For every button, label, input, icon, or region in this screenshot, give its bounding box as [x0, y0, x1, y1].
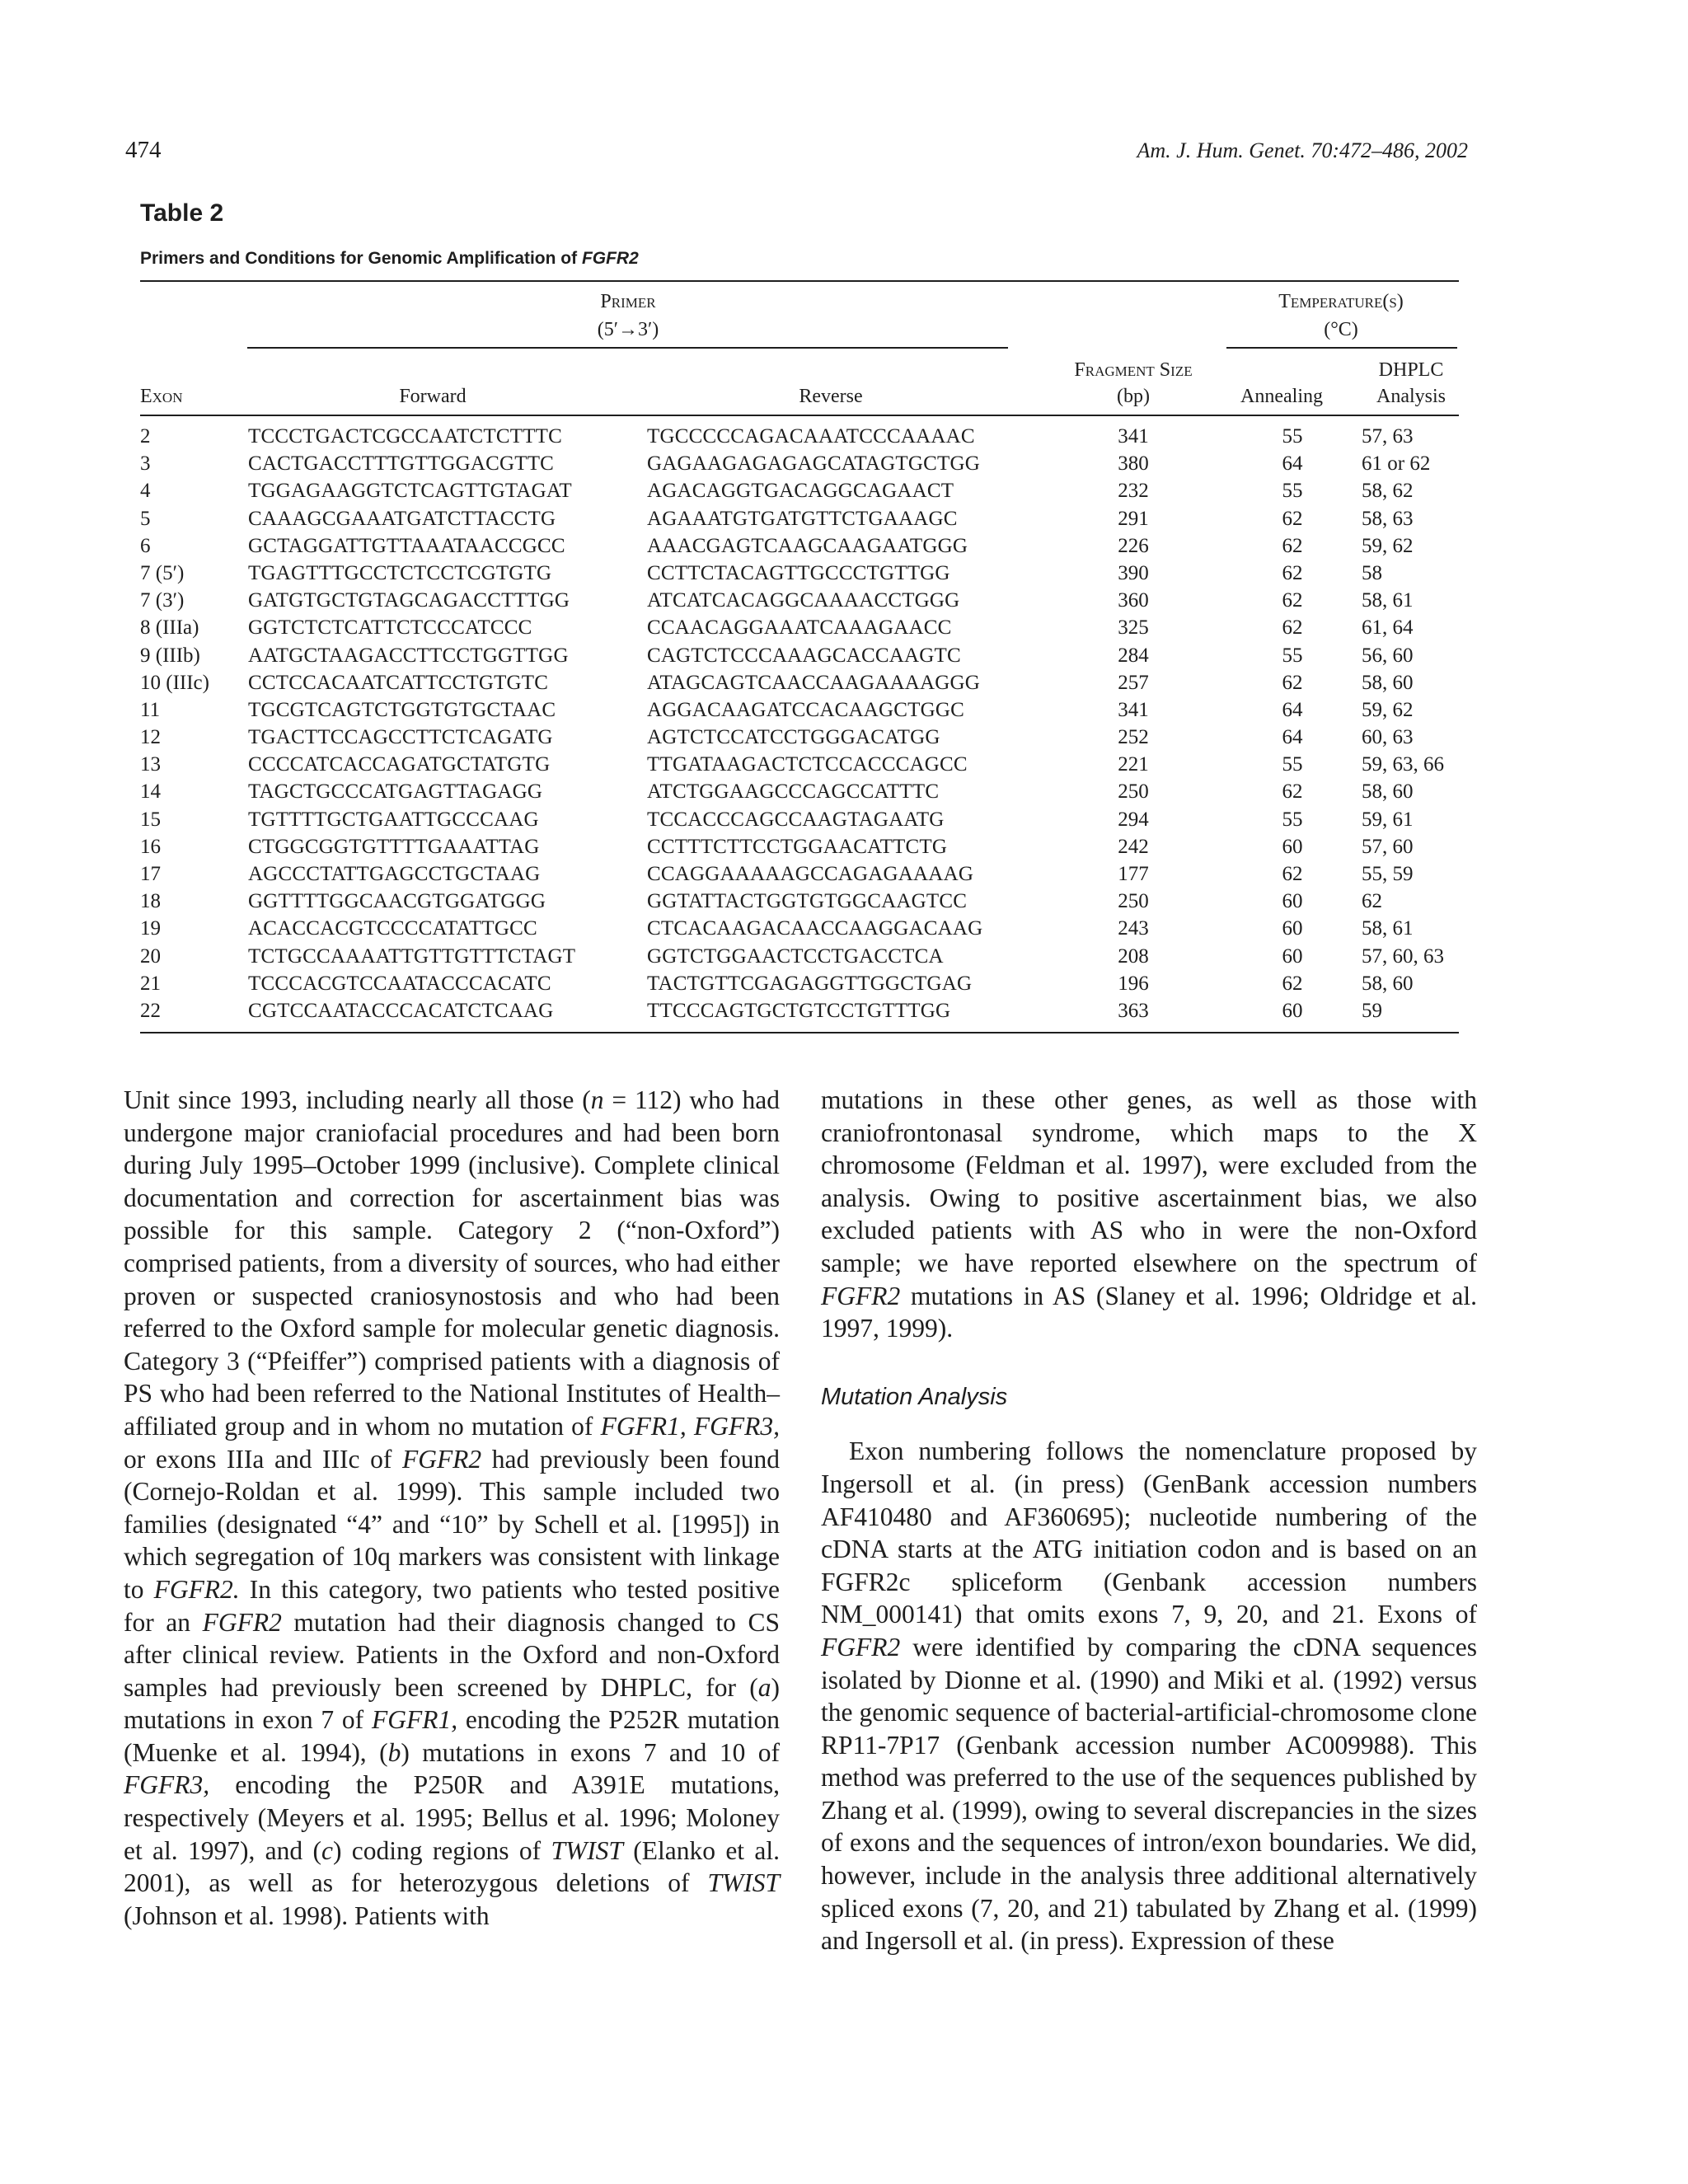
body-text: encoding the P252R mutation (Muenke et al. 1994), ( [124, 1705, 780, 1767]
dhplc-cell: 59, 62 [1362, 534, 1414, 557]
fragment-size-cell: 363 [1118, 999, 1149, 1022]
forward-primer-cell: CCCCATCACCAGATGCTATGTG [248, 753, 551, 776]
fragment-size-cell: 252 [1118, 726, 1149, 749]
table-caption [140, 249, 639, 269]
exon-cell: 8 (IIIa) [140, 616, 199, 640]
body-right-column [821, 1084, 1477, 1957]
table-row [140, 917, 1459, 944]
italic-text: n [590, 1085, 604, 1114]
exon-cell: 17 [140, 863, 161, 885]
dhplc-cell: 58, 61 [1362, 589, 1414, 612]
table-row [140, 480, 1459, 507]
annealing-cell: 60 [1282, 999, 1303, 1022]
dhplc-cell: 57, 60, 63 [1362, 944, 1444, 968]
reverse-primer-cell: AGTCTCCATCCTGGGACATGG [647, 726, 940, 749]
forward-primer-cell: TAGCTGCCCATGAGTTAGAGG [248, 780, 543, 804]
dhplc-cell: 59, 61 [1362, 808, 1414, 831]
table-row [140, 452, 1459, 480]
forward-primer-cell: TGAGTTTGCCTCTCCTCGTGTG [248, 561, 552, 584]
table-row [140, 508, 1459, 535]
table-top-rule [140, 280, 1459, 282]
fragment-size-cell: 291 [1118, 507, 1149, 530]
table-row [140, 425, 1459, 452]
reverse-primer-cell: CCTTCTACAGTTGCCCTGTTGG [647, 561, 950, 584]
table-row [140, 672, 1459, 699]
table-row [140, 699, 1459, 726]
fragment-size-cell: 390 [1118, 561, 1149, 584]
table-row [140, 753, 1459, 780]
page-number: 474 [125, 137, 162, 163]
annealing-header: Annealing [1240, 386, 1323, 407]
annealing-cell: 62 [1282, 863, 1303, 885]
exon-cell: 16 [140, 835, 161, 858]
forward-primer-cell: GATGTGCTGTAGCAGACCTTTGG [248, 589, 570, 612]
forward-primer-cell: TCTGCCAAAATTGTTGTTTCTAGT [248, 944, 576, 968]
italic-text: FGFR1, FGFR3, [600, 1411, 780, 1441]
dhplc-cell: 58, 60 [1362, 780, 1414, 804]
exon-cell: 13 [140, 753, 161, 776]
annealing-cell: 62 [1282, 561, 1303, 584]
exon-cell: 15 [140, 808, 161, 831]
italic-text: FGFR2 [821, 1632, 901, 1661]
annealing-cell: 60 [1282, 917, 1303, 940]
exon-cell: 19 [140, 917, 161, 940]
table-body [140, 425, 1459, 1027]
annealing-cell: 64 [1282, 698, 1303, 721]
fragment-size-cell: 325 [1118, 616, 1149, 640]
exon-cell: 3 [140, 452, 151, 476]
exon-cell: 20 [140, 944, 161, 968]
italic-text: FGFR3, [124, 1770, 210, 1800]
italic-text: TWIST [707, 1868, 780, 1898]
body-text: mutations in AS (Slaney et al. 1996; Oldridge et al. 1997, 1999). [821, 1281, 1477, 1343]
body-text: ) mutations in exons 7 and 10 of [401, 1737, 780, 1767]
dhplc-cell: 58, 60 [1362, 671, 1414, 694]
dhplc-cell: 58 [1362, 561, 1382, 584]
table-row [140, 589, 1459, 616]
dhplc-cell: 58, 60 [1362, 972, 1414, 995]
reverse-primer-cell: ATAGCAGTCAACCAAGAAAAGGG [647, 671, 980, 694]
reverse-primer-cell: AGACAGGTGACAGGCAGAACT [647, 480, 954, 503]
fragment-size-cell: 221 [1118, 753, 1149, 776]
reverse-primer-cell: TACTGTTCGAGAGGTTGGCTGAG [647, 972, 973, 995]
reverse-header: Reverse [799, 386, 863, 407]
fragment-size-cell: 284 [1118, 644, 1149, 667]
table-row [140, 836, 1459, 863]
italic-text: FGFR2 [821, 1281, 901, 1310]
table-label: Table 2 [140, 199, 224, 227]
exon-cell: 22 [140, 999, 161, 1022]
dhplc-cell: 59 [1362, 999, 1382, 1022]
reverse-primer-cell: ATCTGGAAGCCCAGCCATTTC [647, 780, 940, 804]
dhplc-cell: 58, 61 [1362, 917, 1414, 940]
annealing-cell: 55 [1282, 808, 1303, 831]
table-row [140, 1000, 1459, 1027]
forward-primer-cell: CGTCCAATACCCACATCTCAAG [248, 999, 554, 1022]
dhplc-cell: 62 [1362, 890, 1382, 913]
body-left-column [124, 1084, 780, 1932]
forward-primer-cell: GCTAGGATTGTTAAATAACCGCC [248, 534, 565, 557]
exon-cell: 11 [140, 698, 161, 721]
fragment-size-cell: 380 [1118, 452, 1149, 476]
table-row [140, 780, 1459, 808]
table-row [140, 535, 1459, 562]
fragment-size-cell: 232 [1118, 480, 1149, 503]
annealing-cell: 55 [1282, 753, 1303, 776]
section-subheading: Mutation Analysis [821, 1383, 1008, 1410]
exon-cell: 21 [140, 972, 161, 995]
exon-cell: 5 [140, 507, 151, 530]
dhplc-cell: 55, 59 [1362, 863, 1414, 885]
fragment-size-cell: 242 [1118, 835, 1149, 858]
forward-primer-cell: TGCGTCAGTCTGGTGTGCTAAC [248, 698, 556, 721]
reverse-primer-cell: CCTTTCTTCCTGGAACATTCTG [647, 835, 948, 858]
annealing-cell: 60 [1282, 944, 1303, 968]
reverse-primer-cell: GGTATTACTGGTGTGGCAAGTCC [647, 890, 968, 913]
table-row [140, 726, 1459, 753]
annealing-cell: 62 [1282, 780, 1303, 804]
body-text: In this category, two patients who tested positive for an [124, 1574, 780, 1637]
reverse-primer-cell: CAGTCTCCCAAAGCACCAAGTC [647, 644, 961, 667]
forward-primer-cell: GGTCTCTCATTCTCCCATCCC [248, 616, 532, 640]
fragment-size-cell: 341 [1118, 425, 1149, 448]
exon-cell: 6 [140, 534, 151, 557]
reverse-primer-cell: AAACGAGTCAAGCAAGAATGGG [647, 534, 968, 557]
dhplc-cell: 61, 64 [1362, 616, 1414, 640]
italic-text: c [321, 1835, 333, 1865]
exon-header: Exon [140, 386, 183, 407]
dhplc-cell: 59, 63, 66 [1362, 753, 1444, 776]
annealing-cell: 62 [1282, 507, 1303, 530]
fragment-size-header: Fragment Size [1074, 359, 1193, 381]
fragment-size-cell: 294 [1118, 808, 1149, 831]
body-text: = 112) who had undergone major craniofacial procedures and had been born during July 1995–October 1999 (inclusive). Complete clinical documentation and correction for ascertainment bias was possible for this sample. Category 2 (“non-Oxford”) comprised patients, from a diversity of sources, who had either proven or suspected craniosynostosis and who had been referred to the Oxford sample for molecular genetic diagnosis. Category 3 (“Pfeiffer”) comprised patients with a diagnosis of PS who had been referred to the National Institutes of Health–affiliated group and in whom no mutation of [124, 1085, 780, 1441]
reverse-primer-cell: TCCACCCAGCCAAGTAGAATG [647, 808, 945, 831]
dhplc-cell: 57, 60 [1362, 835, 1414, 858]
forward-primer-cell: TGACTTCCAGCCTTCTCAGATG [248, 726, 553, 749]
body-paragraph [821, 1084, 1477, 1345]
table-row [140, 644, 1459, 672]
annealing-cell: 62 [1282, 972, 1303, 995]
caption-text: Primers and Conditions for Genomic Amplification of [140, 249, 582, 268]
table-row [140, 562, 1459, 589]
dhplc-cell: 58, 62 [1362, 480, 1414, 503]
body-text: encoding the P250R and A391E mutations, respectively (Meyers et al. 1995; Bellus et al. 1996; Moloney et al. 1997), and ( [124, 1770, 780, 1865]
fragment-size-cell: 257 [1118, 671, 1149, 694]
table-row [140, 890, 1459, 917]
temperature-header: Temperature(s) [1278, 291, 1404, 312]
table-row [140, 616, 1459, 644]
exon-cell: 7 (5′) [140, 561, 185, 584]
exon-cell: 10 (IIIc) [140, 671, 209, 694]
annealing-cell: 64 [1282, 726, 1303, 749]
fragment-size-cell: 250 [1118, 780, 1149, 804]
body-text: (Johnson et al. 1998). Patients with [124, 1900, 490, 1930]
fragment-unit: (bp) [1117, 386, 1150, 407]
reverse-primer-cell: AGGACAAGATCCACAAGCTGGC [647, 698, 964, 721]
fragment-size-cell: 177 [1118, 863, 1149, 885]
italic-text: FGFR2 [202, 1607, 282, 1637]
exon-cell: 12 [140, 726, 161, 749]
annealing-cell: 62 [1282, 589, 1303, 612]
reverse-primer-cell: TTGATAAGACTCTCCACCCAGCC [647, 753, 968, 776]
forward-primer-cell: TGGAGAAGGTCTCAGTTGTAGAT [248, 480, 572, 503]
body-text: ) mutations in exon 7 of [124, 1672, 780, 1735]
fragment-size-cell: 250 [1118, 890, 1149, 913]
italic-text: TWIST [551, 1835, 623, 1865]
reverse-primer-cell: GGTCTGGAACTCCTGACCTCA [647, 944, 944, 968]
fragment-size-cell: 360 [1118, 589, 1149, 612]
fragment-size-cell: 341 [1118, 698, 1149, 721]
temperature-span-rule [1226, 347, 1457, 349]
forward-primer-cell: TCCCACGTCCAATACCCACATC [248, 972, 551, 995]
annealing-cell: 62 [1282, 671, 1303, 694]
primer-header: Primer [600, 291, 656, 312]
forward-primer-cell: AATGCTAAGACCTTCCTGGTTGG [248, 644, 569, 667]
forward-primer-cell: CACTGACCTTTGTTGGACGTTC [248, 452, 555, 476]
exon-cell: 4 [140, 480, 151, 503]
dhplc-cell: 57, 63 [1362, 425, 1414, 448]
exon-cell: 14 [140, 780, 161, 804]
fragment-size-cell: 208 [1118, 944, 1149, 968]
body-text: mutations in these other genes, as well as those with craniofrontonasal syndrome, which maps to the X chromosome (Feldman et al. 1997), were excluded from the analysis. Owing to positive ascertainment bias, we also excluded patients with AS who in were the non-Oxford sample; we have reported elsewhere on the spectrum of [821, 1085, 1477, 1277]
exon-cell: 7 (3′) [140, 589, 185, 612]
reverse-primer-cell: TGCCCCCAGACAAATCCCAAAAC [647, 425, 975, 448]
header-bottom-rule [140, 415, 1459, 416]
annealing-cell: 60 [1282, 835, 1303, 858]
body-text: mutation had their diagnosis changed to CS after clinical review. Patients in the Oxford and non-Oxford samples had previously been screened by DHPLC, for ( [124, 1607, 780, 1702]
exon-cell: 9 (IIIb) [140, 644, 200, 667]
fragment-size-cell: 226 [1118, 534, 1149, 557]
table-row [140, 863, 1459, 890]
reverse-primer-cell: CCAGGAAAAAGCCAGAGAAAAG [647, 863, 974, 885]
dhplc-cell: 60, 63 [1362, 726, 1414, 749]
body-text: Exon numbering follows the nomenclature proposed by Ingersoll et al. (in press) (GenBank accession numbers AF410480 and AF360695); nucleotide numbering of the cDNA starts at the ATG initiation codon and is based on an FGFR2c spliceform (Genbank accession numbers NM_000141) that omits exons 7, 9, 20, and 21. Exons of [821, 1436, 1477, 1629]
body-paragraph [821, 1435, 1477, 1957]
primer-direction: (5′→3′) [597, 319, 659, 340]
forward-primer-cell: CTGGCGGTGTTTTGAAATTAG [248, 835, 540, 858]
primer-span-rule [247, 347, 1008, 349]
forward-header: Forward [399, 386, 467, 407]
annealing-cell: 60 [1282, 890, 1303, 913]
italic-text: b [387, 1737, 401, 1767]
forward-primer-cell: TCCCTGACTCGCCAATCTCTTTC [248, 425, 563, 448]
reverse-primer-cell: CTCACAAGACAACCAAGGACAAG [647, 917, 983, 940]
body-text: ) coding regions of [332, 1835, 551, 1865]
dhplc-cell: 56, 60 [1362, 644, 1414, 667]
caption-gene: FGFR2 [581, 249, 639, 268]
italic-text: FGFR1, [371, 1705, 458, 1735]
running-head: Am. J. Hum. Genet. 70:472–486, 2002 [1137, 138, 1468, 162]
dhplc-cell: 61 or 62 [1362, 452, 1431, 476]
forward-primer-cell: CCTCCACAATCATTCCTGTGTC [248, 671, 549, 694]
table-row [140, 972, 1459, 1000]
exon-cell: 2 [140, 425, 151, 448]
annealing-cell: 62 [1282, 534, 1303, 557]
reverse-primer-cell: AGAAATGTGATGTTCTGAAAGC [647, 507, 958, 530]
forward-primer-cell: CAAAGCGAAATGATCTTACCTG [248, 507, 556, 530]
body-text: (Elanko et al. 2001), as well as for heterozygous deletions of [124, 1835, 780, 1898]
italic-text: FGFR2 [401, 1444, 482, 1474]
body-text: or exons IIIa and IIIc of [124, 1444, 402, 1474]
table-row [140, 945, 1459, 972]
body-text: were identified by comparing the cDNA sequences isolated by Dionne et al. (1990) and Miki et al. (1992) versus the genomic sequence of bacterial-artificial-chromosome clone RP11-7P17 (Genbank accession number AC009988). This method was preferred to the use of the sequences published by Zhang et al. (1999), owing to several discrepancies in the sizes of exons and the sequences of intron/exon boundaries. We did, however, include in the analysis three additional alternatively spliced exons (7, 20, and 21) tabulated by Zhang et al. (1999) and Ingersoll et al. (in press). Expression of these [821, 1632, 1477, 1956]
fragment-size-cell: 243 [1118, 917, 1149, 940]
dhplc-header: DHPLC [1378, 359, 1444, 381]
exon-cell: 18 [140, 890, 161, 913]
table-row [140, 808, 1459, 836]
annealing-cell: 55 [1282, 480, 1303, 503]
dhplc-cell: 59, 62 [1362, 698, 1414, 721]
reverse-primer-cell: ATCATCACAGGCAAAACCTGGG [647, 589, 960, 612]
reverse-primer-cell: TTCCCAGTGCTGTCCTGTTTGG [647, 999, 951, 1022]
annealing-cell: 64 [1282, 452, 1303, 476]
temperature-unit: (°C) [1324, 319, 1358, 340]
forward-primer-cell: GGTTTTGGCAACGTGGATGGG [248, 890, 546, 913]
annealing-cell: 62 [1282, 616, 1303, 640]
forward-primer-cell: ACACCACGTCCCCATATTGCC [248, 917, 537, 940]
reverse-primer-cell: CCAACAGGAAATCAAAGAACC [647, 616, 952, 640]
italic-text: FGFR2. [153, 1574, 240, 1604]
annealing-cell: 55 [1282, 644, 1303, 667]
body-paragraph [124, 1084, 780, 1932]
annealing-cell: 55 [1282, 425, 1303, 448]
italic-text: a [757, 1672, 771, 1702]
fragment-size-cell: 196 [1118, 972, 1149, 995]
forward-primer-cell: AGCCCTATTGAGCCTGCTAAG [248, 863, 541, 885]
reverse-primer-cell: GAGAAGAGAGAGCATAGTGCTGG [647, 452, 980, 476]
forward-primer-cell: TGTTTTGCTGAATTGCCCAAG [248, 808, 539, 831]
table-bottom-rule [140, 1032, 1459, 1033]
body-text: had previously been found (Cornejo-Roldan et al. 1999). This sample included two families (designated “4” and “10” by Schell et al. [1995]) in which segregation of 10q markers was consistent with linkage to [124, 1444, 780, 1604]
dhplc-cell: 58, 63 [1362, 507, 1414, 530]
body-text: Unit since 1993, including nearly all those ( [124, 1085, 591, 1114]
dhplc-subheader: Analysis [1376, 386, 1446, 407]
